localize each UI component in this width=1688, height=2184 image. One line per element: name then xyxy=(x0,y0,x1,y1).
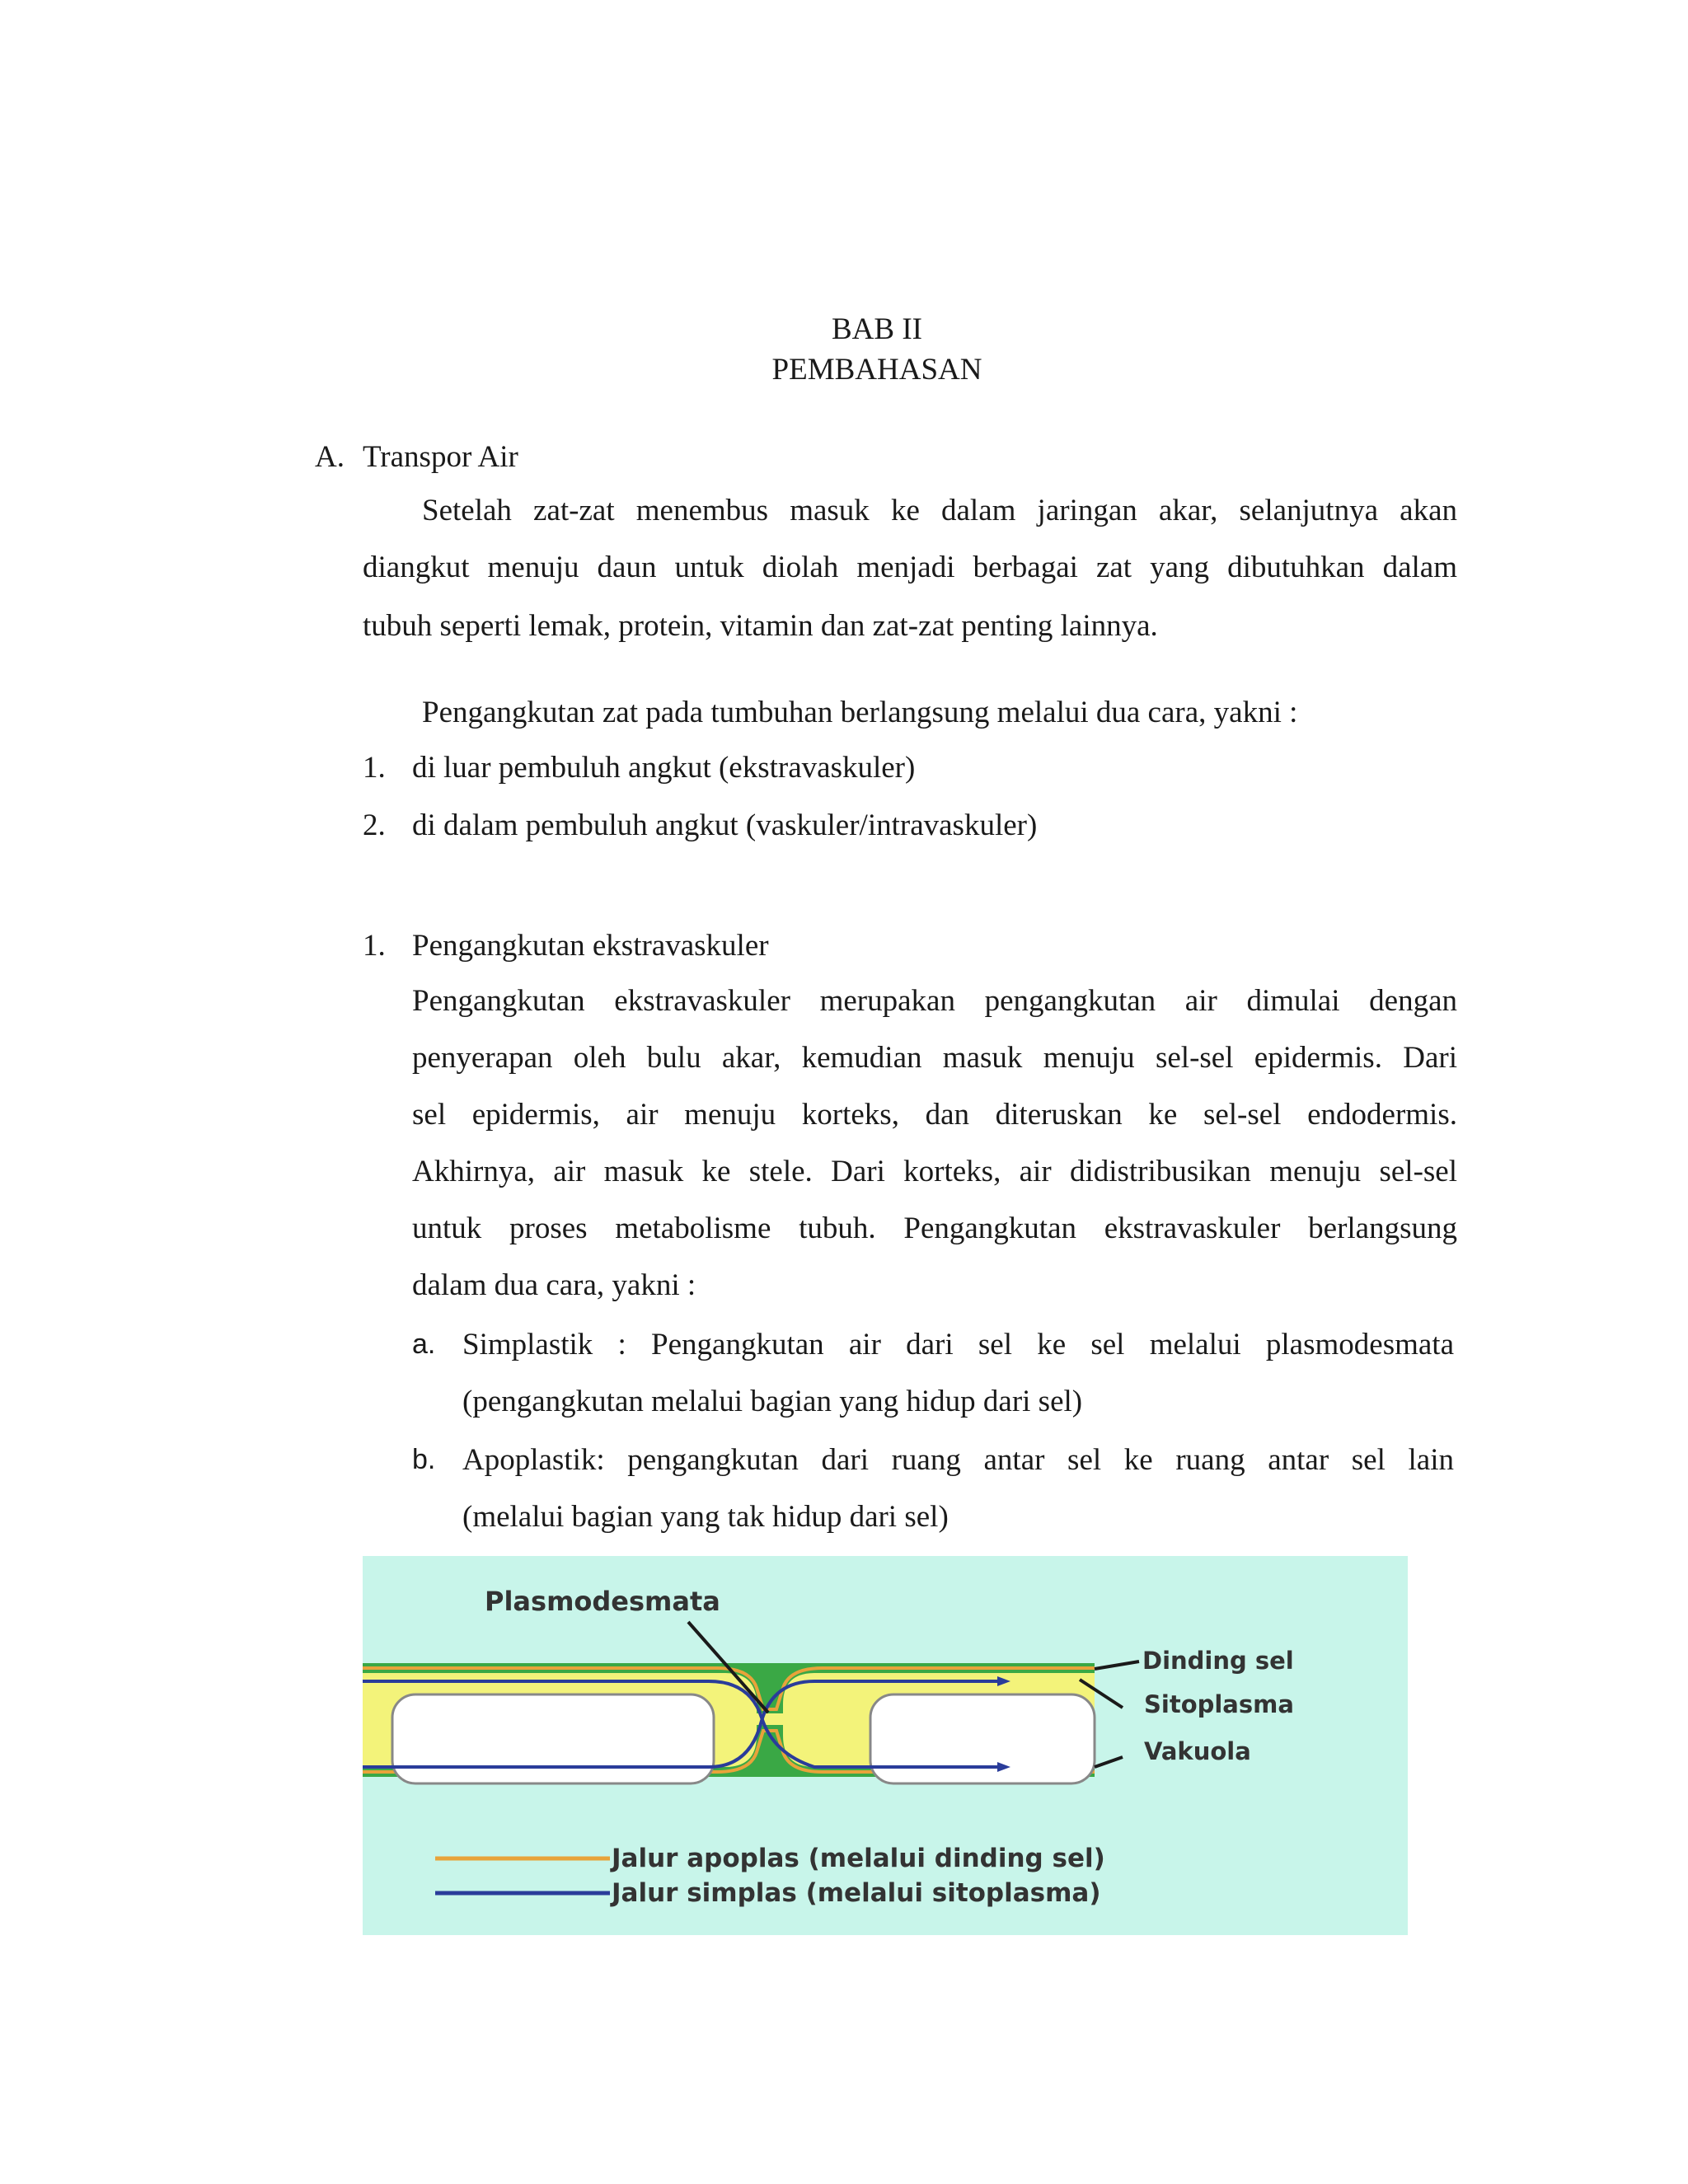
section-a-paragraph-2: Pengangkutan zat pada tumbuhan berlangsung melalui dua cara, yakni : xyxy=(422,696,1298,729)
section-a-title: Transpor Air xyxy=(363,440,518,474)
vacuole-left xyxy=(392,1694,714,1783)
label-sitoplasma: Sitoplasma xyxy=(1144,1690,1294,1718)
list-number: 1. xyxy=(363,751,386,785)
subsection-paragraph xyxy=(412,983,1457,1302)
subsection-number: 1. xyxy=(363,929,386,963)
vacuole-right xyxy=(870,1694,1095,1783)
item-label: a. xyxy=(412,1329,436,1360)
list-item: di luar pembuluh angkut (ekstravaskuler) xyxy=(412,751,916,785)
chapter-title: PEMBAHASAN xyxy=(771,353,982,387)
label-dinding-sel: Dinding sel xyxy=(1142,1647,1294,1675)
item-line: Apoplastik: pengangkutan dari ruang antar sel ke ruang antar sel lain xyxy=(462,1443,1454,1477)
paragraph-line: penyerapan oleh bulu akar, kemudian masuk menuju sel-sel epidermis. Dari xyxy=(412,1041,1457,1075)
chapter-label: BAB II xyxy=(832,312,922,346)
plasmodesma-channel xyxy=(750,1713,790,1725)
item-a xyxy=(462,1327,1454,1418)
item-line: (melalui bagian yang tak hidup dari sel) xyxy=(462,1500,949,1534)
paragraph-line: tubuh seperti lemak, protein, vitamin dan zat-zat penting lainnya. xyxy=(363,609,1158,643)
list-number: 2. xyxy=(363,808,386,842)
plasmodesmata-figure xyxy=(363,1556,1408,1935)
paragraph-line: diangkut menuju daun untuk diolah menjadi berbagai zat yang dibutuhkan dalam xyxy=(363,551,1457,584)
item-line: Simplastik : Pengangkutan air dari sel ke sel melalui plasmodesmata xyxy=(462,1328,1454,1361)
legend-apoplast-text: Jalur apoplas (melalui dinding sel) xyxy=(612,1844,1105,1873)
item-line: (pengangkutan melalui bagian yang hidup dari sel) xyxy=(462,1385,1083,1418)
paragraph-line: Pengangkutan ekstravaskuler merupakan pengangkutan air dimulai dengan xyxy=(412,984,1457,1018)
item-label: b. xyxy=(412,1444,436,1475)
section-a-marker: A. xyxy=(315,440,345,474)
section-a-paragraph xyxy=(363,493,1457,643)
plasmodesmata-diagram xyxy=(363,1556,1408,1935)
list-item: di dalam pembuluh angkut (vaskuler/intravaskuler) xyxy=(412,808,1038,842)
paragraph-line: Akhirnya, air masuk ke stele. Dari korteks, air didistribusikan menuju sel-sel xyxy=(412,1155,1457,1188)
figure-title: Plasmodesmata xyxy=(485,1586,720,1617)
paragraph-line: Setelah zat-zat menembus masuk ke dalam jaringan akar, selanjutnya akan xyxy=(422,494,1457,527)
legend-symplast-text: Jalur simplas (melalui sitoplasma) xyxy=(612,1878,1101,1908)
item-b xyxy=(462,1442,1454,1534)
paragraph-line: sel epidermis, air menuju korteks, dan diteruskan ke sel-sel endodermis. xyxy=(412,1098,1457,1132)
paragraph-line: untuk proses metabolisme tubuh. Pengangkutan ekstravaskuler berlangsung xyxy=(412,1212,1457,1245)
subsection-title: Pengangkutan ekstravaskuler xyxy=(412,929,769,963)
label-vakuola: Vakuola xyxy=(1144,1737,1251,1765)
paragraph-line: dalam dua cara, yakni : xyxy=(412,1268,696,1302)
